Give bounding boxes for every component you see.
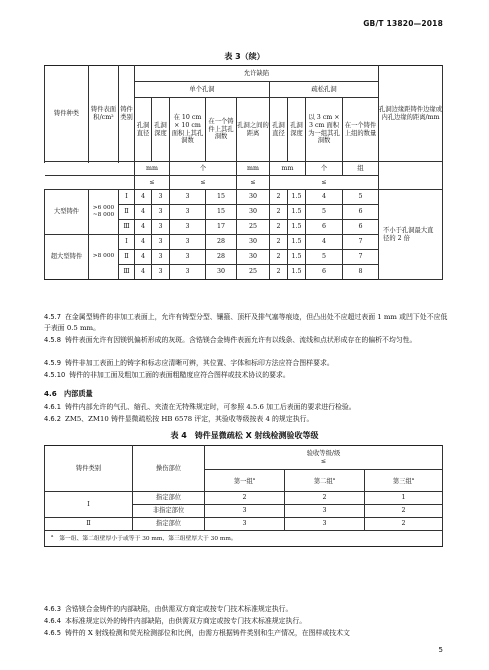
group-1 xyxy=(205,470,285,492)
part-specified: 指定部位 xyxy=(133,492,205,505)
cell: 3 xyxy=(152,220,170,235)
group-2-label: 第二组 xyxy=(313,477,333,485)
cell: 3 xyxy=(170,205,206,220)
edge-distance-note: 不小于孔洞最大直径的 2 倍 xyxy=(379,190,443,280)
le-sign: ≤ xyxy=(270,176,379,190)
col-sparse-hole: 疏松孔洞 xyxy=(270,82,379,98)
cell: 2 xyxy=(285,492,365,505)
class-1: Ⅰ xyxy=(45,492,133,518)
class-cell: Ⅱ xyxy=(119,250,135,265)
section-4-6 xyxy=(44,389,93,399)
unit-mm-2: mm xyxy=(237,162,270,176)
cell: 15 xyxy=(206,205,237,220)
cell: 2 xyxy=(270,250,288,265)
cell: 28 xyxy=(206,235,237,250)
cell: 3 xyxy=(152,265,170,280)
clause-text: 铸件表面允许有因镁钒偏析形成的灰斑。含锆镁合金铸件表面允许有以线条、流线和点状形成存在的偏析不均匀性。 xyxy=(65,336,417,344)
col-single-hole: 单个孔洞 xyxy=(135,82,270,98)
cell: 3 xyxy=(152,250,170,265)
cell: 4 xyxy=(135,220,152,235)
cell: 30 xyxy=(237,205,270,220)
col-casting-class: 铸件类别 xyxy=(119,66,135,162)
cell: 3 xyxy=(170,250,206,265)
footnote-ref: a xyxy=(252,475,256,481)
para-4-5-10 xyxy=(44,370,449,381)
table4-caption: 表 4 铸件显微疏松 X 射线检测验收等级 xyxy=(170,431,319,440)
cell: 25 xyxy=(237,220,270,235)
para-4-6-2 xyxy=(44,414,449,425)
clause-number: 4.5.10 xyxy=(44,371,66,379)
cell: 2 xyxy=(270,265,288,280)
cell: 6 xyxy=(343,220,379,235)
standard-code: GB/T 13820—2018 xyxy=(363,19,443,28)
cell: 7 xyxy=(343,250,379,265)
clause-text: 铸件内部允许的气孔、缩孔、夹渣在无特殊规定时，可参照 4.5.6 加工后表面的要求进行检验。 xyxy=(65,403,356,411)
cell: 5 xyxy=(306,250,343,265)
table4-footnote xyxy=(45,531,443,547)
part-nonspecified: 非指定部位 xyxy=(133,505,205,518)
col-hole-distance: 孔洞之间的距离 xyxy=(237,98,270,162)
col-hole-depth-2: 孔洞深度 xyxy=(288,98,306,162)
cell: 1.5 xyxy=(288,250,306,265)
le-sign: ≤ xyxy=(135,176,170,190)
area-large: >6 000 ~8 000 xyxy=(89,190,119,235)
footnote-text: 第一组、第二组壁厚小于或等于 30 mm，第三组壁厚大于 30 mm。 xyxy=(59,536,237,543)
clause-text: 本标准规定以外的铸件内部缺陷，由供需双方商定或按专门技术标准规定执行。 xyxy=(65,617,307,625)
cell: 4 xyxy=(135,190,152,205)
cell: 3 xyxy=(152,190,170,205)
col-casting-type: 铸件种类 xyxy=(45,66,89,162)
cell: 4 xyxy=(135,250,152,265)
col-groups-per-casting: 在一个铸件上组的数量 xyxy=(343,98,379,162)
cell: 6 xyxy=(306,265,343,280)
cell: 3 xyxy=(170,190,206,205)
group-2 xyxy=(285,470,365,492)
cell: 2 xyxy=(365,518,443,531)
clause-number: 4.6.4 xyxy=(44,617,62,625)
cell: 25 xyxy=(237,265,270,280)
cell: 1.5 xyxy=(288,190,306,205)
cell: 3 xyxy=(285,505,365,518)
footnote-ref: a xyxy=(411,475,415,481)
cell: 3 xyxy=(152,205,170,220)
cell: 15 xyxy=(206,190,237,205)
grade-label: 验收等级/级 xyxy=(306,449,341,457)
table-3 xyxy=(44,65,443,280)
clause-text: ZM5、ZM10 铸件显微疏松按 HB 6578 评定，其验收等级按表 4 的规定执行。 xyxy=(65,415,314,423)
para-4-6-5 xyxy=(44,628,449,639)
cell: 8 xyxy=(343,265,379,280)
cell: 4 xyxy=(135,205,152,220)
col-hole-diameter-2: 孔洞直径 xyxy=(270,98,288,162)
class-cell: Ⅱ xyxy=(119,205,135,220)
cell: 2 xyxy=(270,220,288,235)
col-hole-diameter: 孔洞直径 xyxy=(135,98,152,162)
cell: 17 xyxy=(206,220,237,235)
page-number: 5 xyxy=(438,646,443,654)
unit-count-2: 个 xyxy=(306,162,343,176)
row-large-casting: 大型铸件 xyxy=(45,190,89,235)
part-specified: 指定部位 xyxy=(133,518,205,531)
unit-count: 个 xyxy=(170,162,237,176)
col-holes-per-3cm: 以 3 cm × 3 cm 面积为一组其孔洞数 xyxy=(306,98,343,162)
cell: 1.5 xyxy=(288,235,306,250)
cell: 1 xyxy=(365,492,443,505)
col-hole-depth: 孔洞深度 xyxy=(152,98,170,162)
col-holes-per-10cm: 在 10 cm × 10 cm 面积上其孔洞数 xyxy=(170,98,206,162)
t4-col-part: 操伤部位 xyxy=(133,446,205,492)
cell: 3 xyxy=(205,505,285,518)
para-4-5-8 xyxy=(44,335,449,346)
cell: 1.5 xyxy=(288,205,306,220)
cell: 4 xyxy=(306,235,343,250)
unit-group: 组 xyxy=(343,162,379,176)
col-edge-distance: 孔洞边缘距铸件边缘或内孔边缘的距离/mm xyxy=(379,66,443,162)
group-1-label: 第一组 xyxy=(233,477,253,485)
cell: 4 xyxy=(135,235,152,250)
clause-number: 4.6.2 xyxy=(44,415,62,423)
cell: 2 xyxy=(270,235,288,250)
table3-caption: 表 3（续） xyxy=(224,52,265,61)
clause-text: 在金属型铸件的非加工表面上，允许有铸型分型、镶箍、顶杆及排气塞等痕迹，但凸出处不应超过表面 1 mm 或凹下处不应低于表面 0.5 mm。 xyxy=(44,313,448,332)
para-4-6-4 xyxy=(44,616,449,627)
le-sign: ≤ xyxy=(170,176,237,190)
class-2: Ⅱ xyxy=(45,518,133,531)
cell: 1.5 xyxy=(288,265,306,280)
cell: 2 xyxy=(270,190,288,205)
clause-number: 4.6.5 xyxy=(44,629,62,637)
para-4-5-9 xyxy=(44,358,449,369)
cell: 3 xyxy=(170,220,206,235)
table-4 xyxy=(44,445,443,547)
class-cell: Ⅲ xyxy=(119,265,135,280)
clause-number: 4.6.3 xyxy=(44,605,62,613)
clause-text: 铸件的非加工面及粗加工面的表面粗糙度应符合图样或技术协议的要求。 xyxy=(69,371,290,379)
clause-text: 含锆镁合金铸件的内部缺陷，由供需双方商定或按专门技术标准规定执行。 xyxy=(65,605,293,613)
footnote-ref: a xyxy=(332,475,336,481)
clause-number: 4.6.1 xyxy=(44,403,62,411)
clause-text: 铸件的 X 射线检测和荧光检测部位和比例，由需方根据铸件类别和生产情况，在图样或技术文 xyxy=(65,629,350,637)
para-4-6-1 xyxy=(44,402,449,413)
col-surface-area: 铸件表面积/cm² xyxy=(89,66,119,162)
le-sign: ≤ xyxy=(237,176,270,190)
col-holes-per-casting: 在一个铸件上其孔洞数 xyxy=(206,98,237,162)
cell: 30 xyxy=(237,235,270,250)
cell: 5 xyxy=(306,205,343,220)
clause-text: 铸件非加工表面上的铸字和标志应清晰可辨，其位置、字体和标印方法应符合图样要求。 xyxy=(65,359,334,367)
area-xlarge: >8 000 xyxy=(89,235,119,280)
class-cell: Ⅰ xyxy=(119,235,135,250)
cell: 30 xyxy=(206,265,237,280)
section-title: 内部质量 xyxy=(63,389,93,398)
cell: 1.5 xyxy=(288,220,306,235)
section-number: 4.6 xyxy=(44,389,57,398)
cell: 30 xyxy=(237,250,270,265)
class-cell: Ⅲ xyxy=(119,220,135,235)
cell: 28 xyxy=(206,250,237,265)
clause-number: 4.5.9 xyxy=(44,359,62,367)
cell: 3 xyxy=(285,518,365,531)
le-sign: ≤ xyxy=(320,457,327,465)
cell: 4 xyxy=(306,190,343,205)
t4-col-grade xyxy=(205,446,443,470)
para-4-5-7 xyxy=(44,312,449,334)
clause-number: 4.5.7 xyxy=(44,313,62,321)
cell: 3 xyxy=(152,235,170,250)
cell: 4 xyxy=(135,265,152,280)
unit-mm: mm xyxy=(135,162,170,176)
cell: 30 xyxy=(237,190,270,205)
footnote-mark: a xyxy=(51,533,54,539)
col-allowed-defects: 允许缺陷 xyxy=(135,66,379,82)
cell: 5 xyxy=(343,190,379,205)
cell: 3 xyxy=(170,265,206,280)
cell: 3 xyxy=(205,518,285,531)
unit-mm-3: mm xyxy=(270,162,306,176)
cell: 2 xyxy=(365,505,443,518)
group-3-label: 第三组 xyxy=(392,477,412,485)
cell: 2 xyxy=(205,492,285,505)
cell: 6 xyxy=(306,220,343,235)
cell: 6 xyxy=(343,205,379,220)
cell: 7 xyxy=(343,235,379,250)
group-3 xyxy=(365,470,443,492)
row-xlarge-casting: 超大型铸件 xyxy=(45,235,89,280)
class-cell: Ⅰ xyxy=(119,190,135,205)
clause-number: 4.5.8 xyxy=(44,336,62,344)
cell: 3 xyxy=(170,235,206,250)
cell: 2 xyxy=(270,205,288,220)
t4-col-class: 铸件类别 xyxy=(45,446,133,492)
para-4-6-3 xyxy=(44,604,449,615)
